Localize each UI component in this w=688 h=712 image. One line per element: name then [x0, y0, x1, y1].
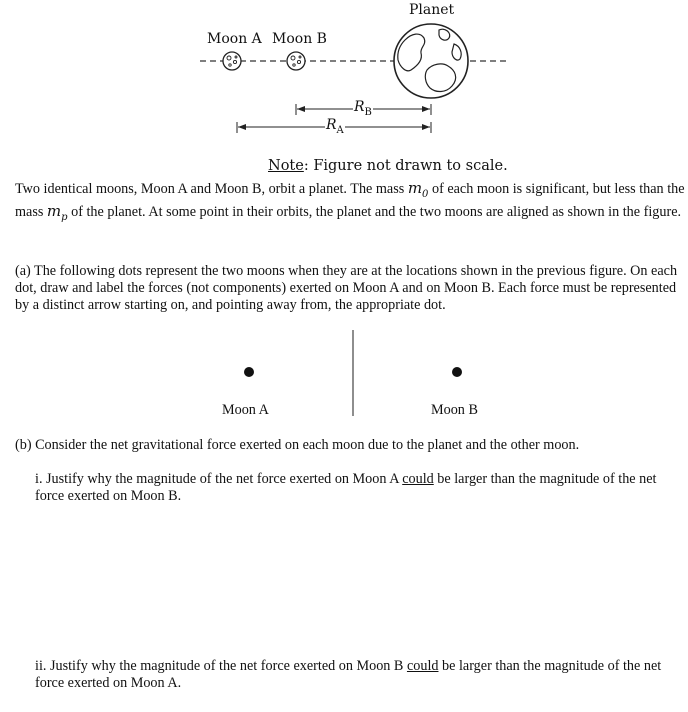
moon-b-dot[interactable] [452, 367, 462, 377]
part-b-i-prompt: i. Justify why the magnitude of the net force exerted on Moon A could be larger than the magnitude of the net force exerted on Moon B. [35, 471, 657, 504]
intro-paragraph: Two identical moons, Moon A and Moon B, orbit a planet. The mass $m_0$ of each moon is significant, but less than the mass $m_p$ of the planet. At some point in their orbits, the planet and the two moons are aligned as shown in the figure. [15, 179, 685, 223]
moon-a-figure [223, 52, 241, 70]
part-b-i-answer-space[interactable] [35, 510, 665, 650]
planet-label: Planet [409, 2, 455, 18]
dot-moon-a-label: Moon A [222, 402, 269, 418]
moon-b-figure [287, 52, 305, 70]
moon-a-dot[interactable] [244, 367, 254, 377]
note-text: : Figure not drawn to scale. [303, 158, 508, 174]
orbit-figure [0, 0, 688, 160]
part-b-prompt: (b) Consider the net gravitational force exerted on each moon due to the planet and the other moon. [15, 437, 580, 453]
part-b-ii-prompt: ii. Justify why the magnitude of the net force exerted on Moon B could be larger than the magnitude of the net force exerted on Moon A. [35, 658, 662, 691]
planet-figure [394, 24, 468, 98]
ra-label: $R_A$ [326, 117, 344, 136]
moon-mass-symbol: $m_0$ [407, 179, 429, 200]
moon-b-label: Moon B [272, 31, 327, 47]
moon-a-label: Moon A [207, 31, 262, 47]
dot-moon-b-label: Moon B [431, 402, 478, 418]
note-key: Note [268, 158, 304, 174]
orbit-diagram [0, 0, 688, 160]
planet-mass-symbol: $m_p$ [46, 202, 68, 223]
rb-label: $R_B$ [354, 99, 372, 118]
part-a-prompt: (a) The following dots represent the two moons when they are at the locations shown in the previous figure. On each dot, draw and label the forces (not components) exerted on Moon A and on Moon B. Each force must be represented by a distinct arrow starting on, and pointing away from, the appropriate dot. [15, 263, 678, 313]
figure-note [268, 158, 508, 174]
force-diagram-area [0, 320, 688, 430]
